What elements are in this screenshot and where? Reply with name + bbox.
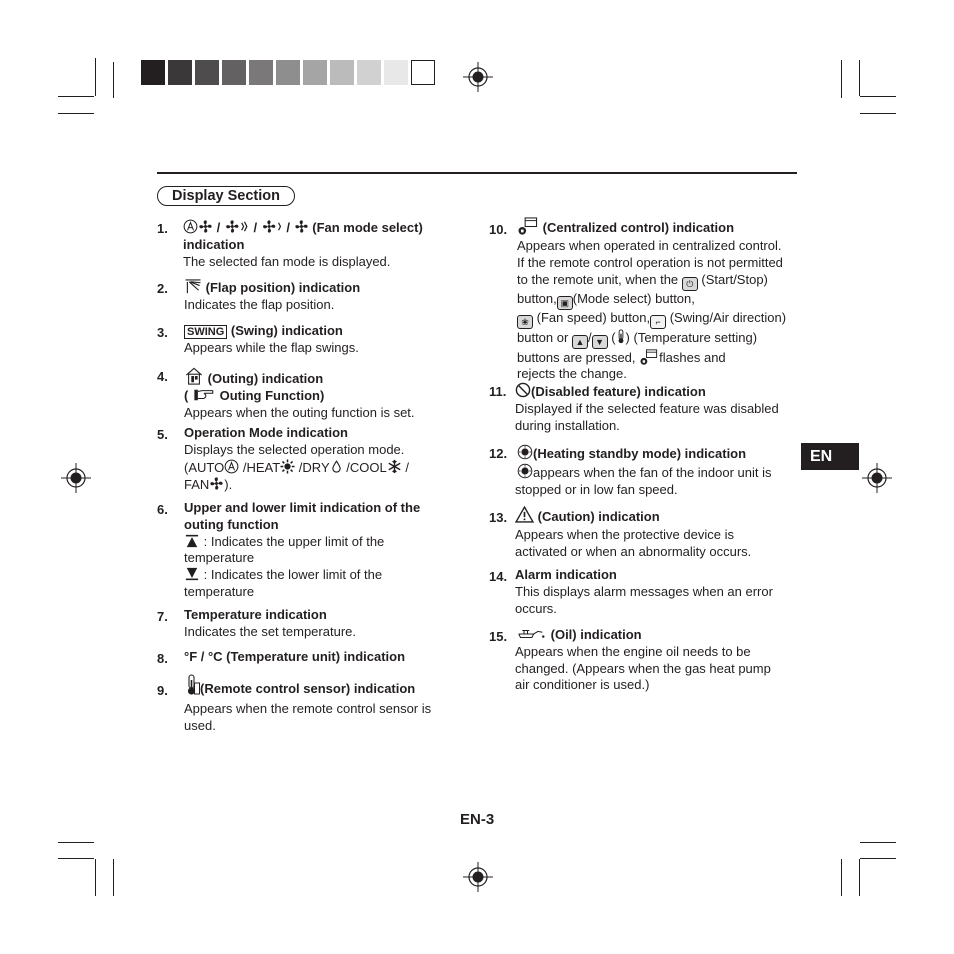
item-title: °F / °C (Temperature unit) indication [184, 649, 406, 664]
color-swatch [303, 60, 327, 85]
item-title: Operation Mode indication [184, 425, 348, 440]
mode-heat-label: /HEAT [242, 459, 281, 475]
fan-low-icon [294, 219, 309, 234]
crop-mark [859, 859, 860, 896]
color-swatch [357, 60, 381, 85]
fan-icon [209, 476, 224, 491]
crop-mark [58, 96, 94, 97]
item-title-cont: outing function [184, 516, 279, 532]
item-description: Appears when the protective device is [515, 527, 734, 542]
item-centralized-control [517, 217, 812, 383]
item-description-cont: activated or when an abnormality occurs. [515, 543, 752, 559]
registration-mark-icon [463, 862, 493, 892]
item-description: If the remote control operation is not permitted [517, 254, 783, 270]
lower-limit-text-cont: temperature [184, 583, 255, 599]
item-description: button, [517, 290, 557, 306]
item-title: (Flap position) indication [205, 280, 361, 295]
item-temperature [184, 607, 474, 641]
item-title: (Outing) indication [207, 371, 324, 386]
temp-up-button-icon: ▲ [572, 335, 588, 349]
header-rule [157, 172, 797, 174]
item-description-cont: air conditioner is used.) [515, 677, 650, 693]
item-title: Alarm indication [515, 567, 617, 582]
paren: ( [611, 329, 616, 345]
cool-snowflake-icon [387, 459, 402, 474]
item-temperature-unit [184, 649, 474, 666]
page-number: EN-3 [460, 811, 495, 828]
separator: / [216, 220, 221, 235]
heating-standby-icon [517, 463, 533, 479]
crop-mark [95, 859, 96, 896]
paren: ). [224, 477, 233, 493]
item-description-cont: changed. (Appears when the gas heat pump [515, 660, 771, 676]
item-description: rejects the change. [517, 366, 627, 382]
item-description: The selected fan mode is displayed. [183, 253, 391, 269]
crop-mark [58, 858, 94, 859]
item-description: ) (Temperature setting) [625, 329, 758, 345]
item-number: 13. [489, 510, 508, 525]
item-remote-sensor [184, 674, 474, 735]
item-swing [184, 323, 474, 357]
item-number: 14. [489, 569, 508, 584]
item-upper-lower-limit [184, 500, 474, 601]
color-swatch [249, 60, 273, 85]
item-description: Appears when the outing function is set. [184, 404, 415, 420]
item-description: (Start/Stop) [701, 271, 768, 287]
item-number: 9. [157, 683, 168, 698]
item-description: to the remote unit, when the [517, 271, 679, 287]
thermometer-icon [616, 329, 626, 344]
lower-limit-text: : Indicates the lower limit of the [203, 567, 383, 583]
crop-mark [113, 62, 114, 98]
item-description: Displays the selected operation mode. [184, 441, 405, 457]
upper-limit-text: : Indicates the upper limit of the [203, 533, 385, 549]
item-description-cont: stopped or in low fan speed. [515, 481, 678, 497]
item-number: 5. [157, 427, 168, 442]
item-title: (Fan mode select) [312, 220, 423, 235]
item-description-cont: used. [184, 717, 216, 733]
caution-icon [515, 506, 534, 523]
item-title: (Oil) indication [550, 627, 642, 642]
item-description: Indicates the flap position. [184, 296, 335, 312]
item-oil [515, 627, 810, 694]
color-swatch [141, 60, 165, 85]
item-description-cont: occurs. [515, 600, 557, 616]
item-flap-position [184, 279, 474, 314]
item-subtitle: Outing Function) [219, 387, 325, 403]
crop-mark [113, 859, 114, 896]
upper-limit-icon [184, 534, 200, 548]
mode-cool-label: /COOL [346, 459, 387, 475]
color-swatch [276, 60, 300, 85]
color-swatch [384, 60, 408, 85]
item-description: (Mode select) button, [572, 290, 695, 306]
crop-mark [58, 113, 94, 114]
fan-medium-icon [261, 219, 283, 234]
item-disabled-feature [515, 382, 810, 434]
color-swatch [411, 60, 435, 85]
item-caution [515, 506, 810, 561]
lower-limit-icon [184, 567, 200, 581]
item-number: 12. [489, 446, 508, 461]
swing-button-icon: ⌐ [650, 315, 666, 329]
item-title: (Centralized control) indication [542, 220, 735, 235]
dry-drop-icon [330, 459, 343, 474]
paren: ( [184, 387, 189, 403]
item-fan-mode [183, 219, 483, 270]
item-title: Upper and lower limit indication of the [184, 500, 421, 515]
item-number: 1. [157, 221, 168, 236]
item-description: buttons are pressed, [517, 349, 636, 365]
fan-icon [198, 219, 213, 234]
item-number: 4. [157, 369, 168, 384]
item-number: 8. [157, 651, 168, 666]
separator: / [253, 220, 258, 235]
auto-icon [224, 459, 239, 474]
language-tab: EN [801, 443, 859, 470]
swing-icon: SWING [184, 325, 227, 339]
item-title: Temperature indication [184, 607, 327, 622]
crop-mark [860, 96, 896, 97]
registration-mark-icon [61, 463, 91, 493]
pointing-hand-icon [192, 388, 216, 402]
item-description: Appears when the remote control sensor is [184, 701, 432, 716]
item-description: Appears when operated in centralized control. [517, 238, 782, 253]
item-heating-standby [517, 444, 807, 498]
separator: / [405, 459, 409, 475]
outing-house-icon [184, 367, 204, 385]
start-stop-button-icon: ⏻ [682, 277, 698, 291]
separator: / [286, 220, 290, 235]
separator: / [587, 329, 592, 345]
color-swatch [168, 60, 192, 85]
temp-down-button-icon: ▼ [592, 335, 608, 349]
item-number: 7. [157, 609, 168, 624]
mode-select-button-icon: ▣ [557, 296, 573, 310]
crop-mark [58, 842, 94, 843]
item-description-cont: during installation. [515, 417, 620, 433]
flap-position-icon [184, 279, 202, 294]
oil-can-icon [515, 627, 547, 641]
item-operation-mode [184, 425, 474, 494]
item-description: (Fan speed) button, [536, 309, 651, 325]
mode-dry-label: /DRY [298, 459, 330, 475]
color-swatch [222, 60, 246, 85]
item-description: This displays alarm messages when an error [515, 583, 773, 599]
item-title-cont: indication [183, 236, 245, 252]
item-number: 6. [157, 502, 168, 517]
item-description: flashes and [659, 349, 726, 365]
fan-high-icon [224, 219, 250, 234]
item-title: (Swing) indication [230, 323, 343, 338]
item-title: (Disabled feature) indication [531, 384, 706, 399]
heat-sun-icon [280, 459, 295, 474]
item-description: button or [517, 329, 569, 345]
crop-mark [841, 859, 842, 896]
item-number: 15. [489, 629, 508, 644]
heating-standby-icon [517, 444, 533, 460]
crop-mark [859, 60, 860, 96]
color-swatch [195, 60, 219, 85]
color-swatch [330, 60, 354, 85]
item-alarm [515, 567, 810, 617]
item-description: Appears while the flap swings. [184, 339, 359, 355]
item-title: (Caution) indication [537, 509, 660, 524]
item-title: (Heating standby mode) indication [533, 446, 747, 461]
crop-mark [95, 58, 96, 96]
mode-fan-label: FAN [184, 477, 210, 493]
section-title: Display Section [157, 186, 295, 206]
crop-mark [860, 858, 896, 859]
registration-mark-icon [463, 62, 493, 92]
remote-sensor-icon [184, 674, 200, 696]
item-description: (Swing/Air direction) [669, 309, 787, 325]
crop-mark [860, 113, 896, 114]
fan-speed-button-icon: ❀ [517, 315, 533, 329]
item-number: 3. [157, 325, 168, 340]
crop-mark [841, 60, 842, 98]
item-number: 11. [489, 384, 507, 399]
item-description: appears when the fan of the indoor unit is [533, 464, 772, 480]
upper-limit-text-cont: temperature [184, 550, 255, 566]
centralized-control-icon [639, 349, 659, 366]
item-title: (Remote control sensor) indication [200, 681, 416, 696]
item-number: 2. [157, 281, 168, 296]
item-number: 10. [489, 222, 508, 237]
item-description: Appears when the engine oil needs to be [515, 643, 751, 659]
item-description: Indicates the set temperature. [184, 623, 356, 639]
registration-mark-icon [862, 463, 892, 493]
crop-mark [860, 842, 896, 843]
item-description: Displayed if the selected feature was disabled [515, 400, 779, 416]
item-outing [184, 367, 474, 421]
auto-icon [183, 219, 198, 234]
mode-auto-label: (AUTO [184, 459, 225, 475]
centralized-control-icon [517, 217, 539, 236]
disabled-feature-icon [515, 382, 531, 398]
